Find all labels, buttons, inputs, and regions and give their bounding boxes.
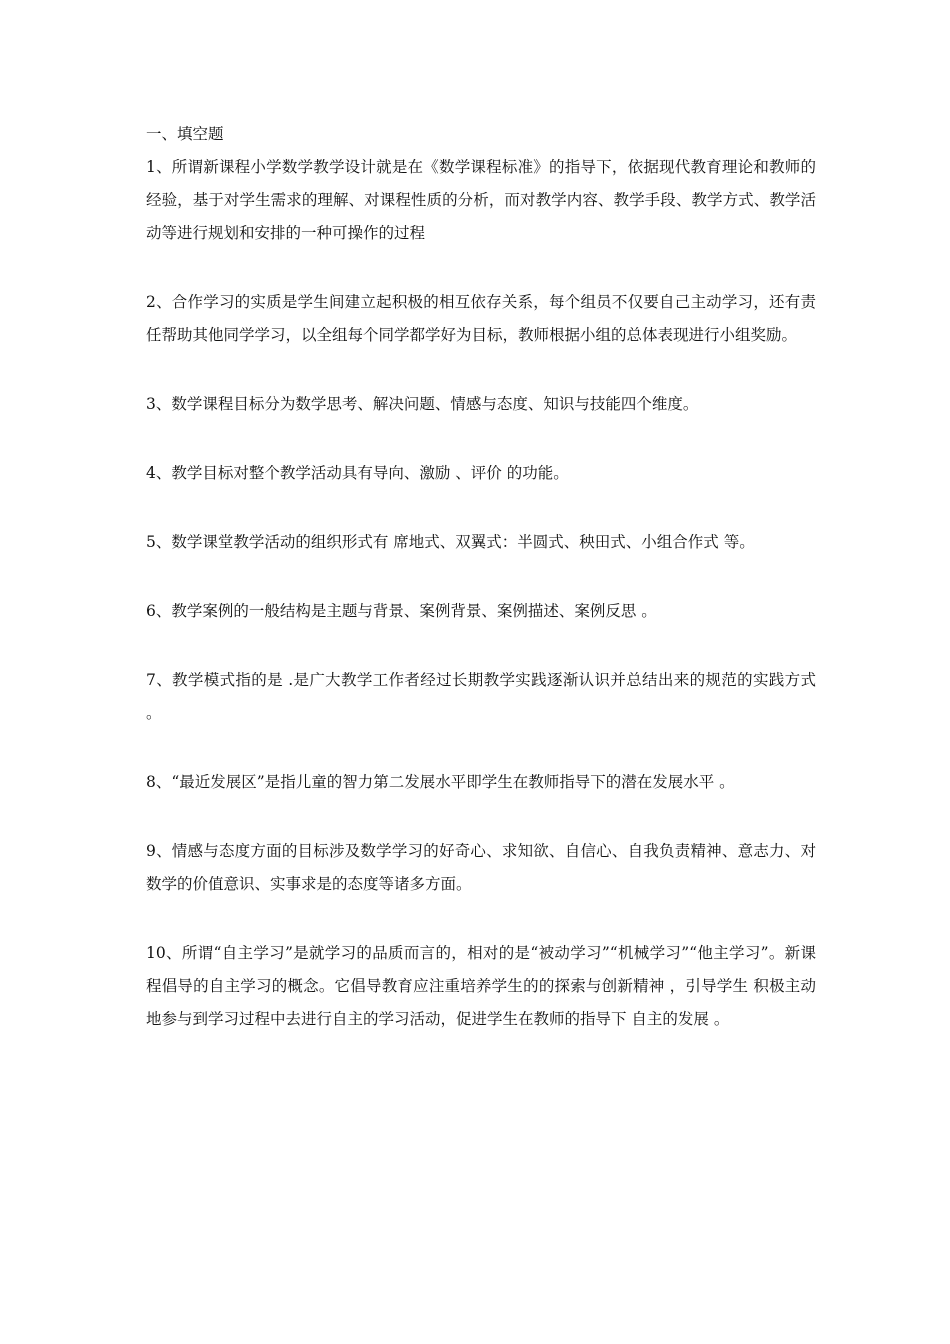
- question-1: 1、所谓新课程小学数学教学设计就是在《数学课程标准》的指导下，依据现代教育理论和教师的经验，基于对学生需求的理解、对课程性质的分析，而对教学内容、教学手段、教学方式、教学活动等进行规划和安排的一种可操作的过程: [146, 158, 816, 242]
- question-3: 3、数学课程目标分为数学思考、解决问题、情感与态度、知识与技能四个维度。: [146, 395, 699, 413]
- question-4: 4、教学目标对整个教学活动具有导向、激励 、评价 的功能。: [146, 464, 569, 482]
- question-8: 8、“最近发展区”是指儿童的智力第二发展水平即学生在教师指导下的潜在发展水平 。: [146, 773, 735, 791]
- question-10: 10、所谓“自主学习”是就学习的品质而言的，相对的是“被动学习”“机械学习”“他主学习”。新课程倡导的自主学习的概念。它倡导教育应注重培养学生的的探索与创新精神 ，引导学生 积极主动地参与到学习过程中去进行自主的学习活动，促进学生在教师的指导下 自主的发展 。: [146, 944, 816, 1028]
- section-heading: 一、填空题: [146, 125, 224, 143]
- question-9: 9、情感与态度方面的目标涉及数学学习的好奇心、求知欲、自信心、自我负责精神、意志力、对数学的价值意识、实事求是的态度等诸多方面。: [146, 842, 816, 893]
- question-6: 6、教学案例的一般结构是主题与背景、案例背景、案例描述、案例反思 。: [146, 602, 657, 620]
- question-5: 5、数学课堂教学活动的组织形式有 席地式、双翼式：半圆式、秧田式、小组合作式 等。: [146, 533, 755, 551]
- question-7: 7、教学模式指的是 .是广大教学工作者经过长期教学实践逐渐认识并总结出来的规范的实践方式 。: [146, 671, 816, 722]
- question-2: 2、合作学习的实质是学生间建立起积极的相互依存关系，每个组员不仅要自己主动学习，还有责任帮助其他同学学习，以全组每个同学都学好为目标，教师根据小组的总体表现进行小组奖励。: [146, 293, 816, 344]
- document-body: [146, 118, 816, 1072]
